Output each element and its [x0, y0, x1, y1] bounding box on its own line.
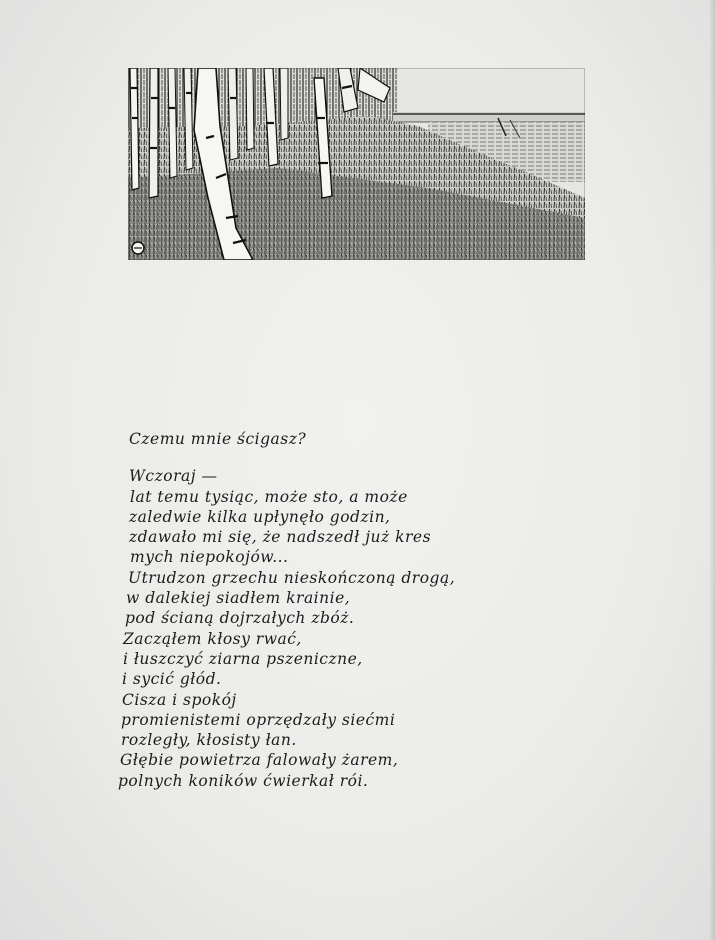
poem-line: mych niepokojów... — [130, 548, 289, 567]
poem-line: lat temu tysiąc, może sto, a może — [130, 487, 408, 506]
poem-line: zdawało mi się, że nadszedł już kres — [129, 528, 432, 547]
poem-line: Utrudzon grzechu nieskończoną drogą, — [128, 568, 456, 587]
page-edge-shadow — [709, 0, 715, 940]
poem-line: i sycić głód. — [122, 670, 222, 689]
poem-line: Zacząłem kłosy rwać, — [123, 629, 302, 648]
monogram-icon — [132, 242, 144, 254]
poem-line: polnych koników ćwierkał rói. — [118, 771, 369, 790]
poem-line: i łuszczyć ziarna pszeniczne, — [123, 649, 363, 668]
poem-line: pod ścianą dojrzałych zbóż. — [125, 609, 355, 628]
poem-line: promienistemi oprzędzały siećmi — [121, 710, 396, 729]
landscape-illustration — [128, 68, 585, 260]
poem-line: w dalekiej siadłem krainie, — [126, 589, 351, 608]
poem — [118, 429, 569, 791]
poem-line: Cisza i spokój — [122, 690, 237, 709]
poem-line: Wczoraj — — [129, 467, 218, 486]
poem-line: Głębie powietrza falowały żarem, — [120, 751, 399, 770]
birch-grove-drawing — [128, 68, 585, 260]
poem-title: Czemu mnie ścigasz? — [129, 430, 307, 448]
poem-line: zaledwie kilka upłynęło godzin, — [129, 507, 391, 526]
poem-line: rozległy, kłosisty łan. — [121, 731, 297, 750]
